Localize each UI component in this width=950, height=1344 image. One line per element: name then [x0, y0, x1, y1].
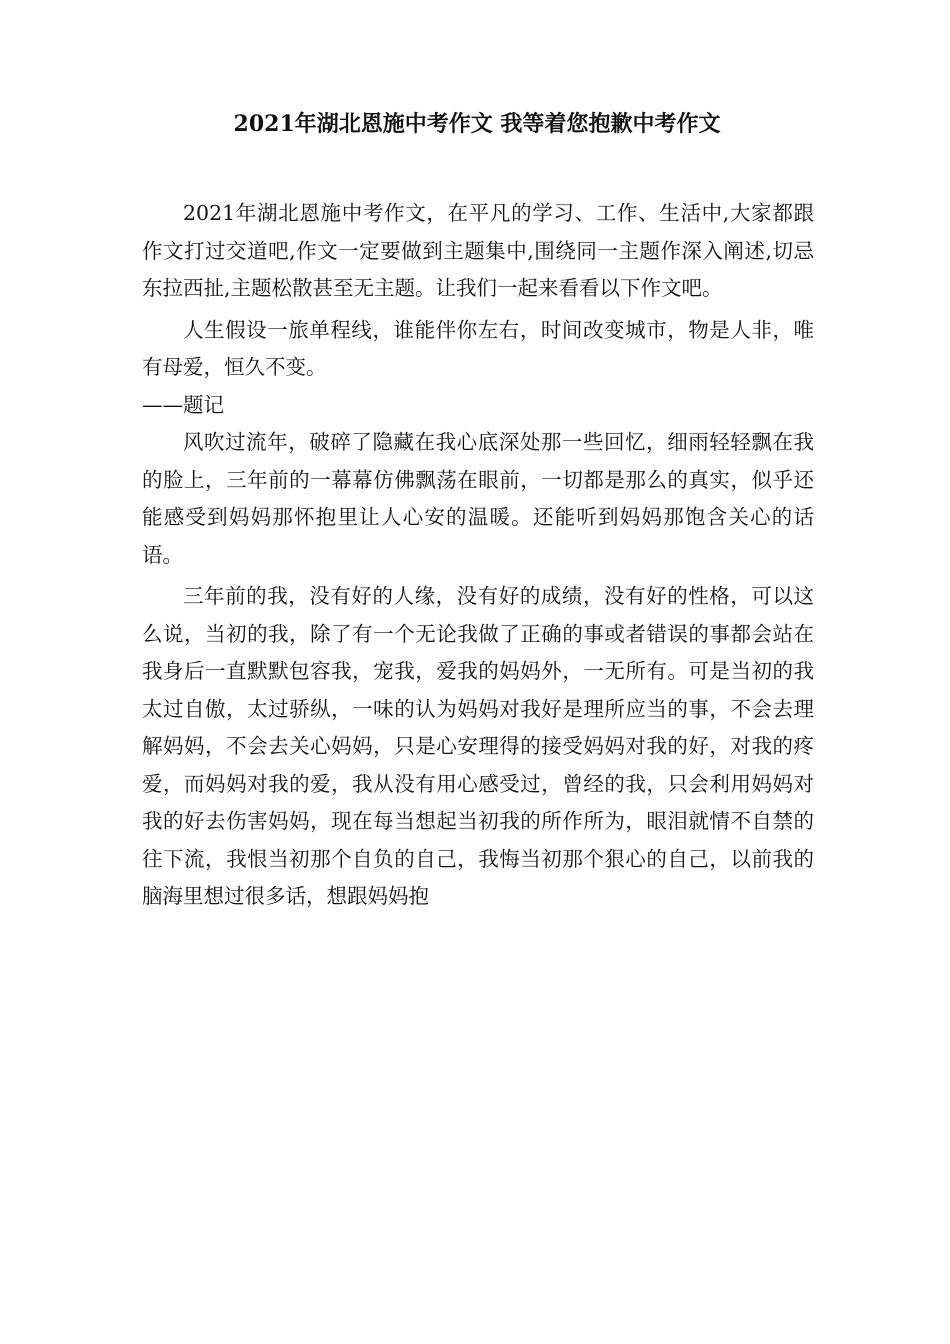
paragraph-epigraph-attribution: ——题记	[142, 392, 224, 417]
paragraph-memory: 风吹过流年，破碎了隐藏在我心底深处那一些回忆，细雨轻轻飘在我的脸上，三年前的一幕幕仿佛飘荡在眼前，一切都是那么的真实，似乎还能感受到妈妈那怀抱里让人心安的温暖。还能听到妈妈那饱含关心的话语。	[142, 430, 814, 567]
paragraph-epigraph: 人生假设一旅单程线，谁能伴你左右，时间改变城市，物是人非，唯有母爱，恒久不变。	[142, 317, 814, 379]
document-title: 2021年湖北恩施中考作文 我等着您抱歉中考作文	[233, 111, 721, 137]
paragraph-three-years-ago: 三年前的我，没有好的人缘，没有好的成绩，没有好的性格，可以这么说，当初的我，除了有一个无论我做了正确的事或者错误的事都会站在我身后一直默默包容我，宠我，爱我的妈妈外，一无所有。可是当初的我太过自傲，太过骄纵，一味的认为妈妈对我好是理所应当的事，不会去理解妈妈，不会去关心妈妈，只是心安理得的接受妈妈对我的好，对我的疼爱，而妈妈对我的爱，我从没有用心感受过，曾经的我，只会利用妈妈对我的好去伤害妈妈，现在每当想起当初我的所作所为，眼泪就情不自禁的往下流，我恨当初那个自负的自己，我悔当初那个狠心的自己，以前我的脑海里想过很多话，想跟妈妈抱	[142, 584, 814, 908]
paragraph-intro: 2021年湖北恩施中考作文，在平凡的学习、工作、生活中,大家都跟作文打过交道吧,作文一定要做到主题集中,围绕同一主题作深入阐述,切忌东拉西扯,主题松散甚至无主题。让我们一起来看看以下作文吧。	[142, 201, 814, 300]
document-body	[142, 195, 814, 916]
